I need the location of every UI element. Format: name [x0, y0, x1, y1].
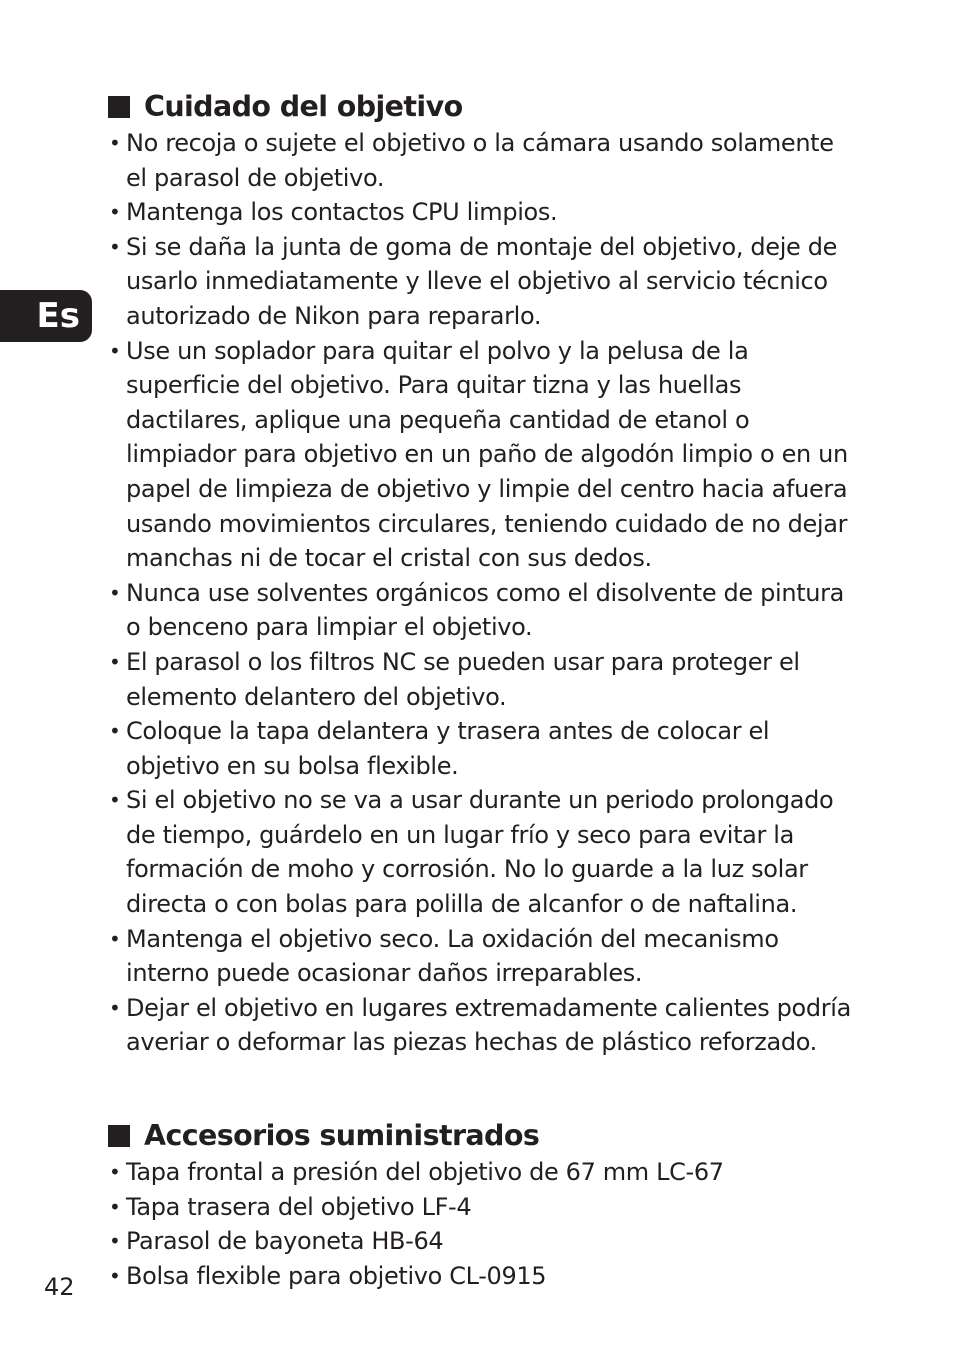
square-bullet-icon [108, 1125, 130, 1147]
section-heading [108, 88, 853, 126]
list-item: • Nunca use solventes orgánicos como el disolvente de pintura o benceno para limpiar el objetivo. [108, 576, 853, 645]
list-item: • Mantenga los contactos CPU limpios. [108, 195, 853, 230]
care-list [108, 126, 853, 1060]
list-item: • El parasol o los filtros NC se pueden usar para proteger el elemento delantero del objetivo. [108, 645, 853, 714]
list-item: • Dejar el objetivo en lugares extremadamente calientes podría averiar o deformar las piezas hechas de plástico reforzado. [108, 991, 853, 1060]
accessories-list [108, 1155, 853, 1293]
language-tab: Es [0, 290, 92, 342]
section-supplied-accessories [108, 1117, 853, 1293]
list-item: • Mantenga el objetivo seco. La oxidación del mecanismo interno puede ocasionar daños irreparables. [108, 922, 853, 991]
section-title: Cuidado del objetivo [144, 90, 463, 123]
list-item: • Use un soplador para quitar el polvo y la pelusa de la superficie del objetivo. Para quitar tizna y las huellas dactilares, aplique una pequeña cantidad de etanol o limpiador para objetivo en un paño de algodón limpio o en un papel de limpieza de objetivo y limpie del centro hacia afuera usando movimientos circulares, teniendo cuidado de no dejar manchas ni de tocar el cristal con sus dedos. [108, 334, 853, 576]
list-item: • Si se daña la junta de goma de montaje del objetivo, deje de usarlo inmediatamente y lleve el objetivo al servicio técnico autorizado de Nikon para repararlo. [108, 230, 853, 334]
section-title: Accesorios suministrados [144, 1119, 540, 1152]
section-lens-care [108, 88, 853, 1060]
list-item: • Tapa frontal a presión del objetivo de 67 mm LC-67 [108, 1155, 853, 1190]
list-item: • Tapa trasera del objetivo LF-4 [108, 1190, 853, 1225]
list-item: • Bolsa flexible para objetivo CL-0915 [108, 1259, 853, 1294]
list-item: • No recoja o sujete el objetivo o la cámara usando solamente el parasol de objetivo. [108, 126, 853, 195]
section-heading [108, 1117, 853, 1155]
page-number: 42 [44, 1273, 75, 1301]
square-bullet-icon [108, 96, 130, 118]
list-item: • Coloque la tapa delantera y trasera antes de colocar el objetivo en su bolsa flexible. [108, 714, 853, 783]
list-item: • Si el objetivo no se va a usar durante un periodo prolongado de tiempo, guárdelo en un lugar frío y seco para evitar la formación de moho y corrosión. No lo guarde a la luz solar directa o con bolas para polilla de alcanfor o de naftalina. [108, 783, 853, 921]
list-item: • Parasol de bayoneta HB-64 [108, 1224, 853, 1259]
